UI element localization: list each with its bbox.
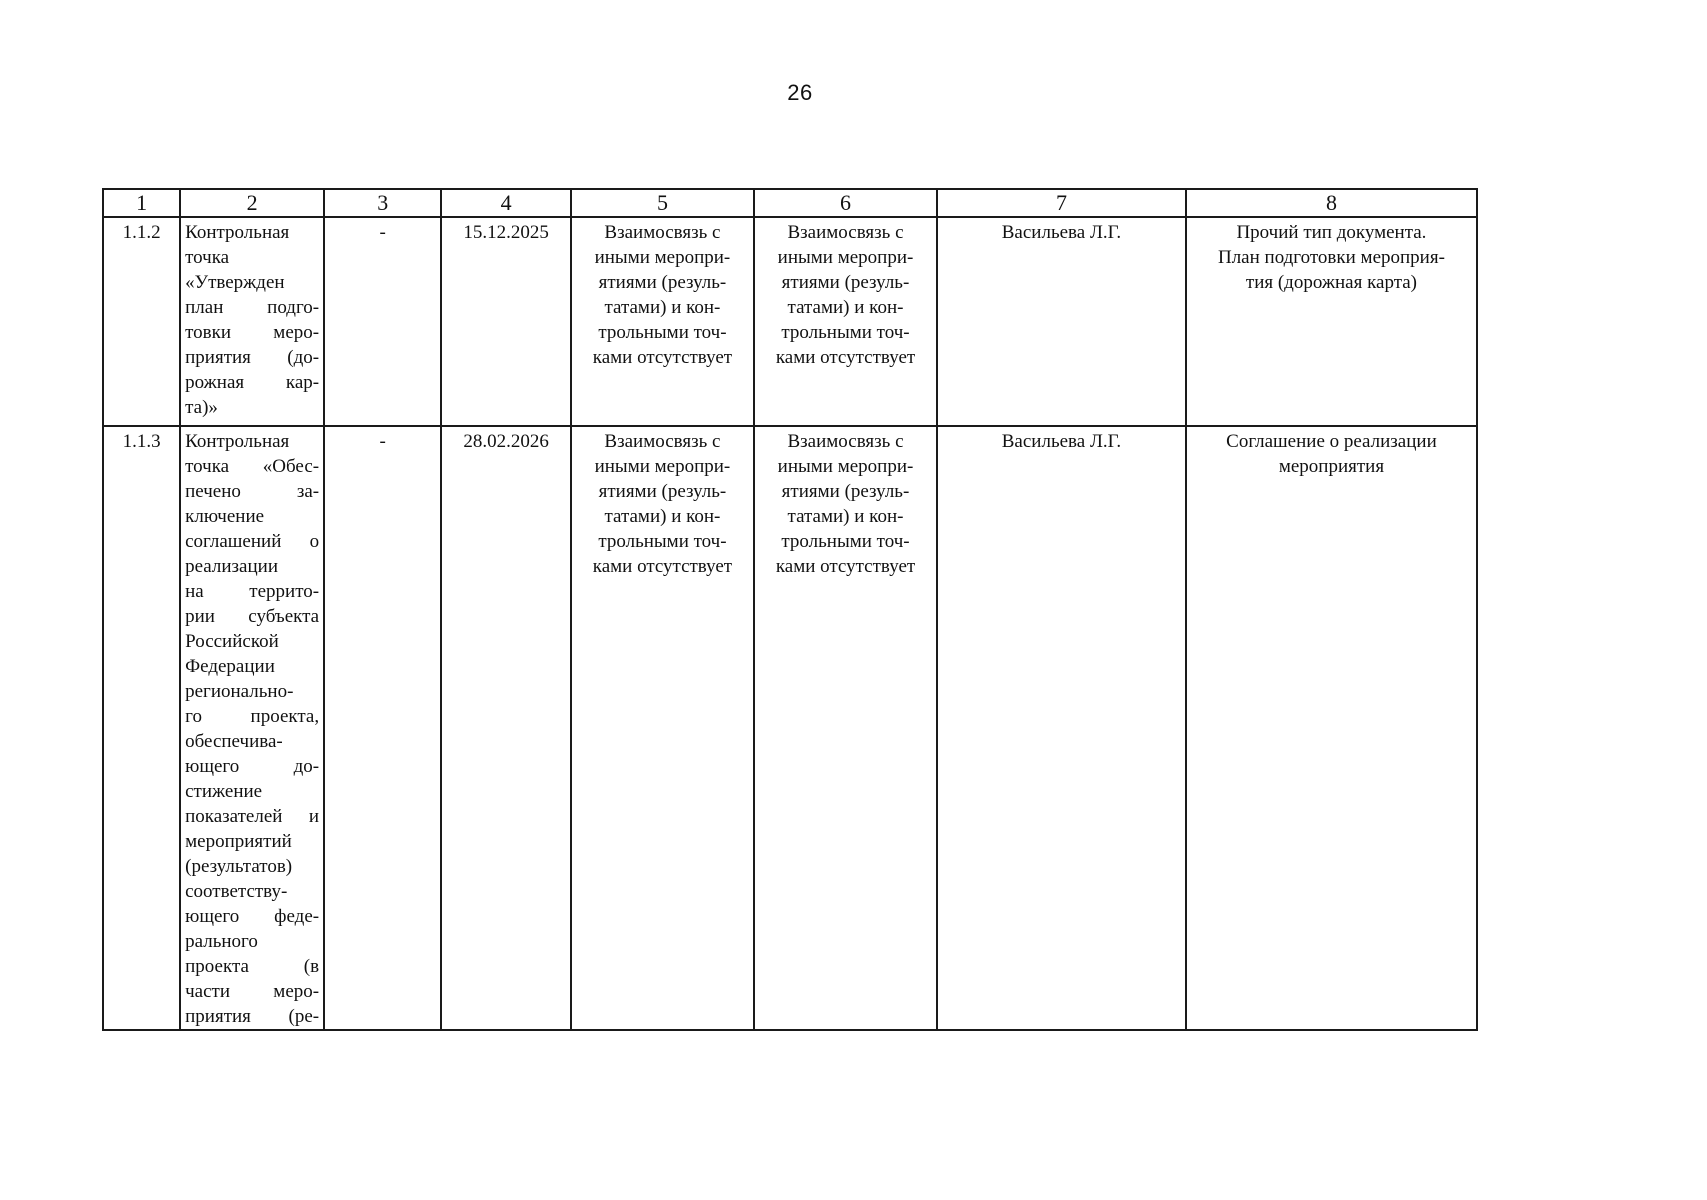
cell-text-line: татами) и кон- bbox=[604, 506, 721, 527]
cell-text-line: рожная кар- bbox=[185, 372, 320, 393]
cell-text-line: тия (дорожная карта) bbox=[1245, 272, 1418, 293]
row-number-cell: 1.1.3 bbox=[103, 426, 180, 1030]
cell-text-line: Взаимосвязь с bbox=[787, 222, 904, 243]
cell-text-line: Взаимосвязь с bbox=[604, 222, 721, 243]
cell-text-line: ятиями (резуль- bbox=[598, 272, 727, 293]
cell-text-line: ющего до- bbox=[185, 756, 320, 777]
cell-text-line: план подго- bbox=[185, 297, 320, 318]
cell-text-line: ками отсутствует bbox=[775, 556, 916, 577]
cell-text-line: приятия (до- bbox=[185, 347, 320, 368]
document-table bbox=[102, 188, 1478, 1031]
cell-text-line: трольными точ- bbox=[598, 322, 727, 343]
cell-text-line: трольными точ- bbox=[781, 531, 910, 552]
cell-text-line: соответству- bbox=[185, 881, 288, 902]
cell-text-line: проекта (в bbox=[185, 956, 320, 977]
cell-text-line: иными меропри- bbox=[777, 456, 914, 477]
relationship-cell bbox=[571, 217, 754, 426]
relationship-cell bbox=[571, 426, 754, 1030]
cell-text-line: ключение bbox=[185, 506, 265, 527]
cell-text-line: трольными точ- bbox=[598, 531, 727, 552]
relationship-cell bbox=[754, 426, 937, 1030]
cell-text-line: иными меропри- bbox=[777, 247, 914, 268]
cell-text-line: реализации bbox=[185, 556, 278, 577]
cell-text-line: ками отсутствует bbox=[775, 347, 916, 368]
cell-text-line: Взаимосвязь с bbox=[787, 431, 904, 452]
cell-text-line: ятиями (резуль- bbox=[598, 481, 727, 502]
cell-text-line: татами) и кон- bbox=[787, 297, 904, 318]
cell-text-line: мероприятий bbox=[185, 831, 292, 852]
responsible-cell: Васильева Л.Г. bbox=[937, 426, 1186, 1030]
header-row bbox=[103, 189, 1477, 217]
cell-text-line: ятиями (резуль- bbox=[781, 481, 910, 502]
document-type-cell bbox=[1186, 217, 1477, 426]
header-cell-1: 1 bbox=[103, 189, 180, 217]
cell-text-line: Контрольная bbox=[185, 222, 290, 243]
cell-text-line: иными меропри- bbox=[594, 456, 731, 477]
header-cell-8: 8 bbox=[1186, 189, 1477, 217]
cell-text-line: рального bbox=[185, 931, 258, 952]
header-cell-3: 3 bbox=[324, 189, 441, 217]
column-3-cell: - bbox=[324, 217, 441, 426]
page-number: 26 bbox=[787, 80, 813, 105]
header-cell-2: 2 bbox=[180, 189, 324, 217]
cell-text-line: показателей и bbox=[185, 806, 320, 827]
header-cell-5: 5 bbox=[571, 189, 754, 217]
cell-text-line: Российской bbox=[185, 631, 279, 652]
cell-text-line: ятиями (резуль- bbox=[781, 272, 910, 293]
cell-text-line: части меро- bbox=[185, 981, 320, 1002]
cell-text-line: (результатов) bbox=[185, 856, 293, 877]
cell-text-line: Федерации bbox=[185, 656, 275, 677]
cell-text-line: трольными точ- bbox=[781, 322, 910, 343]
cell-text-line: го проекта, bbox=[185, 706, 320, 727]
event-name-cell bbox=[180, 217, 324, 426]
column-3-cell: - bbox=[324, 426, 441, 1030]
cell-text-line: печено за- bbox=[185, 481, 320, 502]
cell-text-line: регионально- bbox=[185, 681, 294, 702]
responsible-cell: Васильева Л.Г. bbox=[937, 217, 1186, 426]
cell-text-line: иными меропри- bbox=[594, 247, 731, 268]
cell-text-line: стижение bbox=[185, 781, 263, 802]
cell-text-line: обеспечива- bbox=[185, 731, 283, 752]
cell-text-line: «Утвержден bbox=[185, 272, 285, 293]
cell-text-line: ками отсутствует bbox=[592, 347, 733, 368]
cell-text-line: ками отсутствует bbox=[592, 556, 733, 577]
cell-text-line: точка «Обес- bbox=[185, 456, 320, 477]
event-name-cell bbox=[180, 426, 324, 1030]
row-number-cell: 1.1.2 bbox=[103, 217, 180, 426]
cell-text-line: точка bbox=[185, 247, 230, 268]
cell-text-line: Соглашение о реализации bbox=[1226, 431, 1437, 452]
relationship-cell bbox=[754, 217, 937, 426]
document-type-cell bbox=[1186, 426, 1477, 1030]
cell-text-line: Контрольная bbox=[185, 431, 290, 452]
header-cell-6: 6 bbox=[754, 189, 937, 217]
date-cell: 28.02.2026 bbox=[441, 426, 571, 1030]
cell-text-line: ющего феде- bbox=[185, 906, 320, 927]
table-row bbox=[103, 426, 1477, 1030]
cell-text-line: та)» bbox=[185, 397, 218, 418]
cell-text-line: товки меро- bbox=[185, 322, 320, 343]
header-cell-7: 7 bbox=[937, 189, 1186, 217]
cell-text-line: приятия (ре- bbox=[185, 1006, 320, 1027]
table-row bbox=[103, 217, 1477, 426]
cell-text-line: План подготовки мероприя- bbox=[1217, 247, 1445, 268]
header-cell-4: 4 bbox=[441, 189, 571, 217]
cell-text-line: на террито- bbox=[185, 581, 320, 602]
cell-text-line: рии субъекта bbox=[185, 606, 320, 627]
cell-text-line: татами) и кон- bbox=[604, 297, 721, 318]
date-cell: 15.12.2025 bbox=[441, 217, 571, 426]
cell-text-line: соглашений о bbox=[185, 531, 320, 552]
cell-text-line: татами) и кон- bbox=[787, 506, 904, 527]
cell-text-line: Взаимосвязь с bbox=[604, 431, 721, 452]
cell-text-line: мероприятия bbox=[1278, 456, 1385, 477]
cell-text-line: Прочий тип документа. bbox=[1236, 222, 1427, 243]
